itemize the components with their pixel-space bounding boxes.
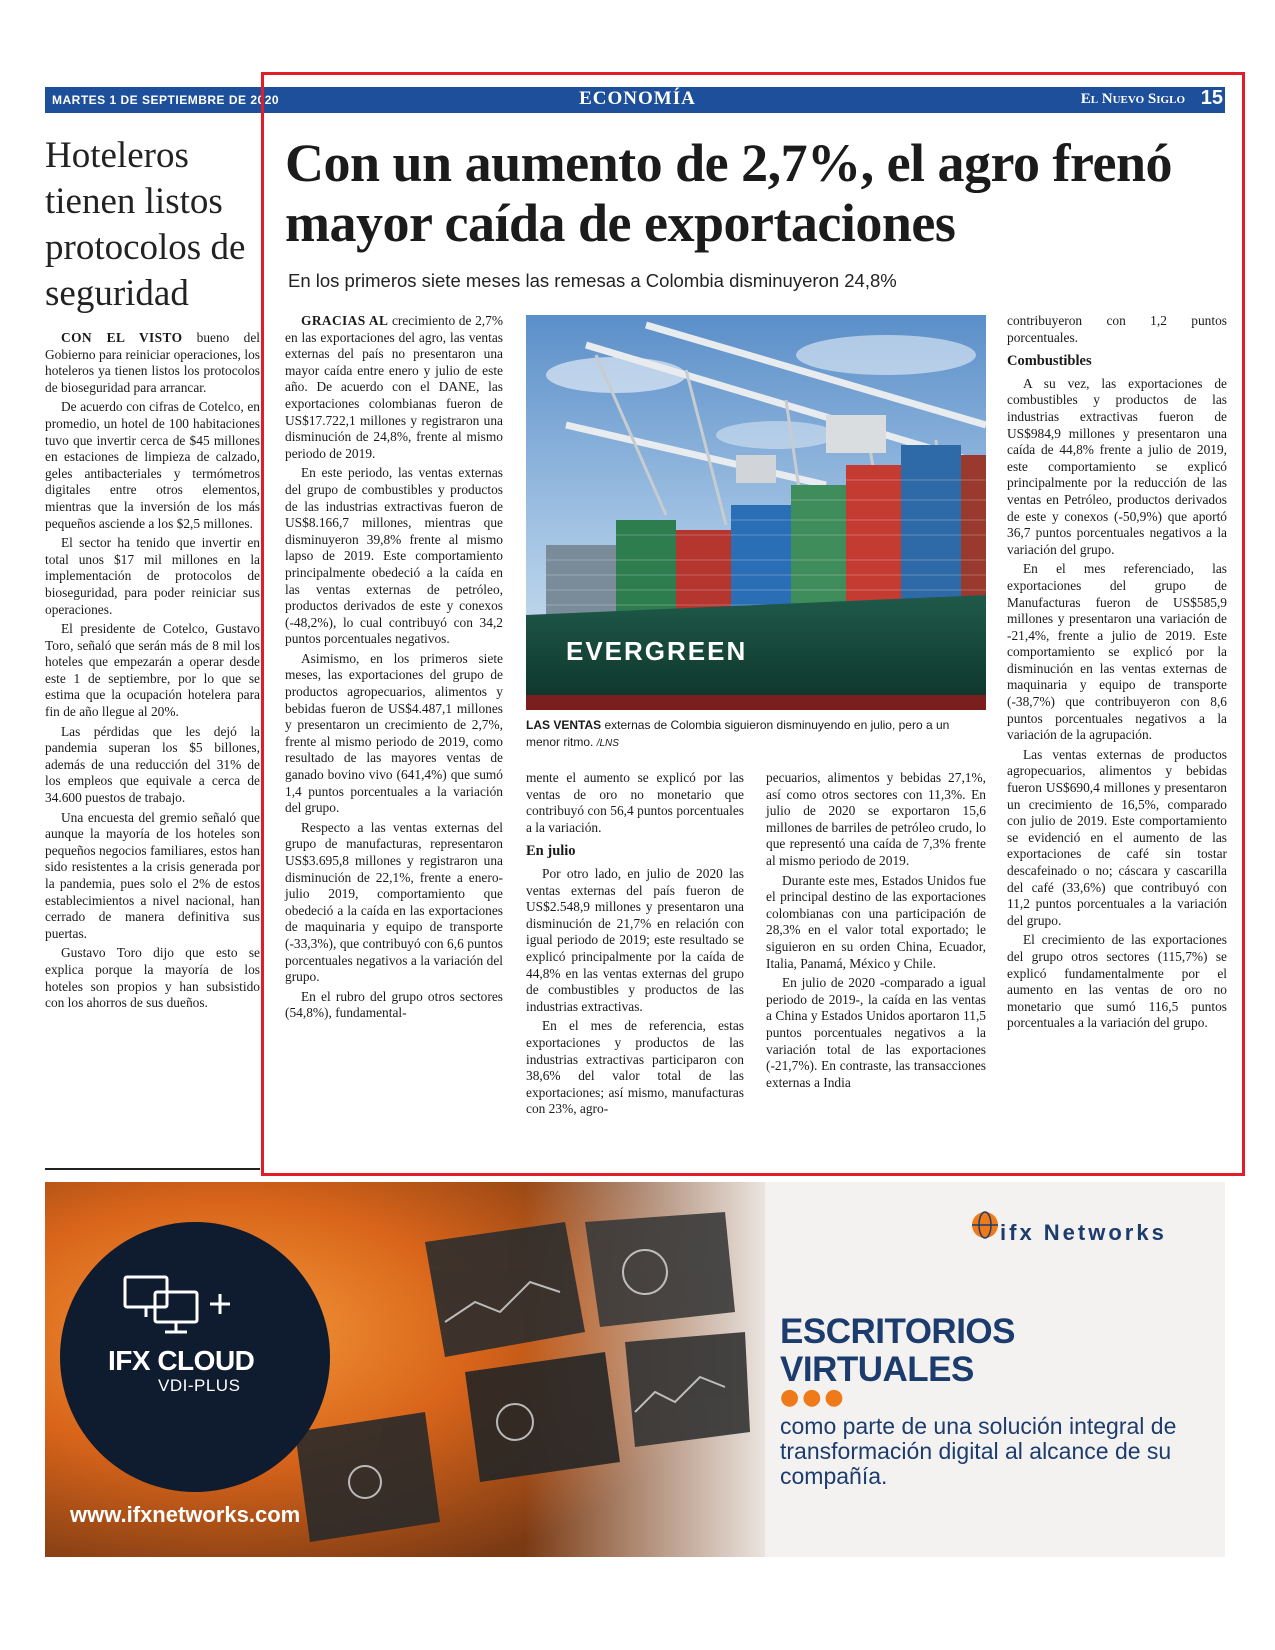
article-headline: Con un aumento de 2,7%, el agro frenó mayor caída de exportaciones [285, 133, 1173, 253]
paragraph: contribuyeron con 1,2 puntos porcentuales. [1007, 313, 1227, 345]
left-article-body [45, 330, 260, 1015]
photo-caption: LAS VENTAS externas de Colombia siguieron disminuyendo en julio, pero a un menor ritmo. /LNS [526, 718, 950, 749]
page-number: 15 [1200, 87, 1223, 109]
paragraph: Por otro lado, en julio de 2020 las ventas externas del país fueron de US$2.548,9 millones y presentaron una disminución de 21,7% en relación con igual periodo de 2019; este resultado se explicó principalmente por la caída de 44,8% en las ventas externas del grupo de combustibles y productos de las industrias extractivas. [526, 865, 744, 1014]
globe-icon [970, 1210, 1000, 1240]
lead-caps: GRACIAS AL [301, 313, 389, 328]
paragraph: pecuarios, alimentos y bebidas 27,1%, así como otros sectores con 11,3%. En julio de 2020 se exportaron 15,6 millones de barriles de petróleo crudo, lo que representó una caída de 7,3% frente al mismo periodo de 2019. [766, 770, 986, 868]
ad-url-link[interactable]: www.ifxnetworks.com [70, 1502, 301, 1527]
paragraph: Una encuesta del gremio señaló que aunque la mayoría de los hoteles son pequeños negocios familiares, estos han sido resistentes a la crisis generada por la pandemia, pues solo el 2% de estos establecimientos a nivel nacional, han cerrado de manera definitiva sus puertas. [45, 809, 260, 941]
ad-dots: ●●● [780, 1385, 847, 1410]
paragraph: En este periodo, las ventas externas del grupo de combustibles y productos de las industrias extractivas fueron de US$8.166,7 millones, mientras que disminuyeron 39,8% frente al mismo lapso de 2019. Este comportamiento principalmente obedeció a la caída en las ventas externas de petróleo, productos derivados de este y conexos (-48,2%), lo cual contribuyó con 34,2 puntos porcentuales negativos. [285, 465, 503, 647]
subheading: Combustibles [1007, 353, 1092, 370]
lead-caps: CON EL VISTO [61, 330, 183, 345]
caption-lead: LAS VENTAS [526, 718, 602, 732]
paragraph: Gustavo Toro dijo que esto se explica porque la mayoría de los hoteles son propios y han subsistido con los ahorros de sus dueños. [45, 945, 260, 1011]
paragraph: En el mes de referencia, estas exportaciones y productos de las industrias extractivas participaron con 38,6% del valor total de las exportaciones; así mismo, manufacturas con 23%, agro- [526, 1018, 744, 1117]
photo-credit: /LNS [596, 738, 619, 749]
paragraph: mente el aumento se explicó por las ventas de oro no monetario que contribuyó con 56,4 puntos porcentuales a la variación. [526, 770, 744, 835]
highlight-frame [261, 72, 1245, 1176]
paragraph: De acuerdo con cifras de Cotelco, en promedio, un hotel de 100 habitaciones tuvo que invertir cerca de $45 millones en estaciones de limpieza de calzado, geles antibacteriales y termómetros digitales entre otros elementos, mientras que la inversión de los más pequeños asciende a los $2,5 millones. [45, 399, 260, 531]
column-divider [45, 1168, 260, 1170]
paragraph: En julio de 2020 -comparado a igual periodo de 2019-, la caída en las ventas a China y Estados Unidos aportaron 11,5 puntos porcentuales negativos a la variación total de las exportaciones (-21,7%). En contraste, las transacciones externas a India [766, 975, 986, 1090]
paragraph: El crecimiento de las exportaciones del grupo otros sectores (115,7%) se explicó fundamentalmente por el aumento en las ventas de oro no monetario que sumó 116,5 puntos porcentuales a la variación del grupo. [1007, 932, 1227, 1031]
paragraph: GRACIAS AL crecimiento de 2,7% en las exportaciones del agro, las ventas externas del país no presentaron una mayor caída entre enero y julio de este año. De acuerdo con el DANE, las exportaciones colombianas fueron de US$17.722,1 millones y registraron una disminución de 24,8%, frente al mismo periodo de 2019. [285, 313, 503, 461]
ad-title: ESCRITORIOS VIRTUALES [780, 1312, 1016, 1389]
paragraph: Asimismo, en los primeros siete meses, las exportaciones del grupo de productos agropecuarios, alimentos y bebidas fueron de US$4.487,1 millones y presentaron un crecimiento de 2,7%, frente al mismo periodo de 2019, como resultado de las mayores ventas de ganado bovino vivo (641,4%) que sumó 1,4 puntos porcentuales a la variación del grupo. [285, 650, 503, 816]
paragraph: En el mes referenciado, las exportaciones del grupo de Manufacturas fueron de US$585,9 millones y presentaron una variación de -21,4%, frente a julio de 2019. Este comportamiento se explicó por la disminución en las ventas externas de maquinaria y equipo de transporte (-38,7%) que contribuyeron con 8,6 puntos porcentuales negativos a la variación de la agrupación. [1007, 561, 1227, 743]
paragraph: El sector ha tenido que invertir en total unos $17 mil millones en la implementación de protocolos de bioseguridad, para poder reiniciar sus operaciones. [45, 535, 260, 617]
paragraph: En el rubro del grupo otros sectores (54,8%), fundamental- [285, 988, 503, 1021]
paragraph: A su vez, las exportaciones de combustibles y productos de las industrias extractivas fueron de US$984,9 millones y presentaron una caída de 44,8% frente a julio de 2019, este comportamiento se explicó principalmente por la reducción de las ventas en Petróleo, productos derivados de este y conexos (-50,9%) que aportó 36,7 puntos porcentuales negativos a la variación del grupo. [1007, 375, 1227, 557]
left-article-title: Hoteleros tienen listos protocolos de seguridad [45, 135, 246, 314]
newspaper-name: El Nuevo Siglo [1080, 91, 1185, 107]
paragraph: El presidente de Cotelco, Gustavo Toro, señaló que serán más de 8 mil los hoteles que empezarán a operar desde este 1 de septiembre, por lo que se estima que la ocupación hotelera para fin de año llegue al 20%. [45, 621, 260, 720]
paragraph: CON EL VISTO bueno del Gobierno para reiniciar operaciones, los hoteleros ya tienen listos los protocolos de bioseguridad para arrancar. [45, 330, 260, 395]
paragraph: Las ventas externas de productos agropecuarios, alimentos y bebidas fueron US$690,4 millones y presentaron un crecimiento de 16,5%, comparado con julio de 2019. Este comportamiento se evidenció en el aumento de las exportaciones de café sin tostar descafeinado o no; cáscara y cascarilla del café (33,6%) que contribuyó con 11,2 puntos porcentuales a la variación del grupo. [1007, 746, 1227, 928]
issue-date: MARTES 1 DE SEPTIEMBRE DE 2020 [52, 93, 280, 107]
ad-product-sub: VDI-PLUS [158, 1376, 241, 1395]
paragraph: Durante este mes, Estados Unidos fue el principal destino de las exportaciones colombianas con una participación de 28,3% en el valor total exportado; le siguieron en su orden China, Ecuador, Italia, Panamá, México y Chile. [766, 872, 986, 971]
paragraph: Las pérdidas que les dejó la pandemia superan los $5 billones, además de una reducción del 31% de los empleos que equivale a cerca de 34.600 puestos de trabajo. [45, 723, 260, 806]
ad-brand: ifx Networks [1000, 1220, 1167, 1245]
subheading: En julio [526, 843, 576, 860]
ship-name: EVERGREEN [566, 636, 748, 666]
ad-product-name: IFX CLOUD [108, 1345, 255, 1376]
section-name: ECONOMÍA [579, 88, 696, 109]
paragraph: Respecto a las ventas externas del grupo de manufacturas, representaron US$3.695,8 millones y registraron una disminución de 22,1%, frente a enero-julio 2019, comportamiento que obedeció a la caída en las exportaciones de maquinaria y equipo de transporte (-33,3%), que contribuyó con 6,6 puntos porcentuales negativos a la variación del grupo. [285, 819, 503, 985]
article-subhead: En los primeros siete meses las remesas a Colombia disminuyeron 24,8% [288, 270, 897, 291]
ad-body-text: como parte de una solución integral de transformación digital al alcance de su compañía. [780, 1413, 1177, 1489]
